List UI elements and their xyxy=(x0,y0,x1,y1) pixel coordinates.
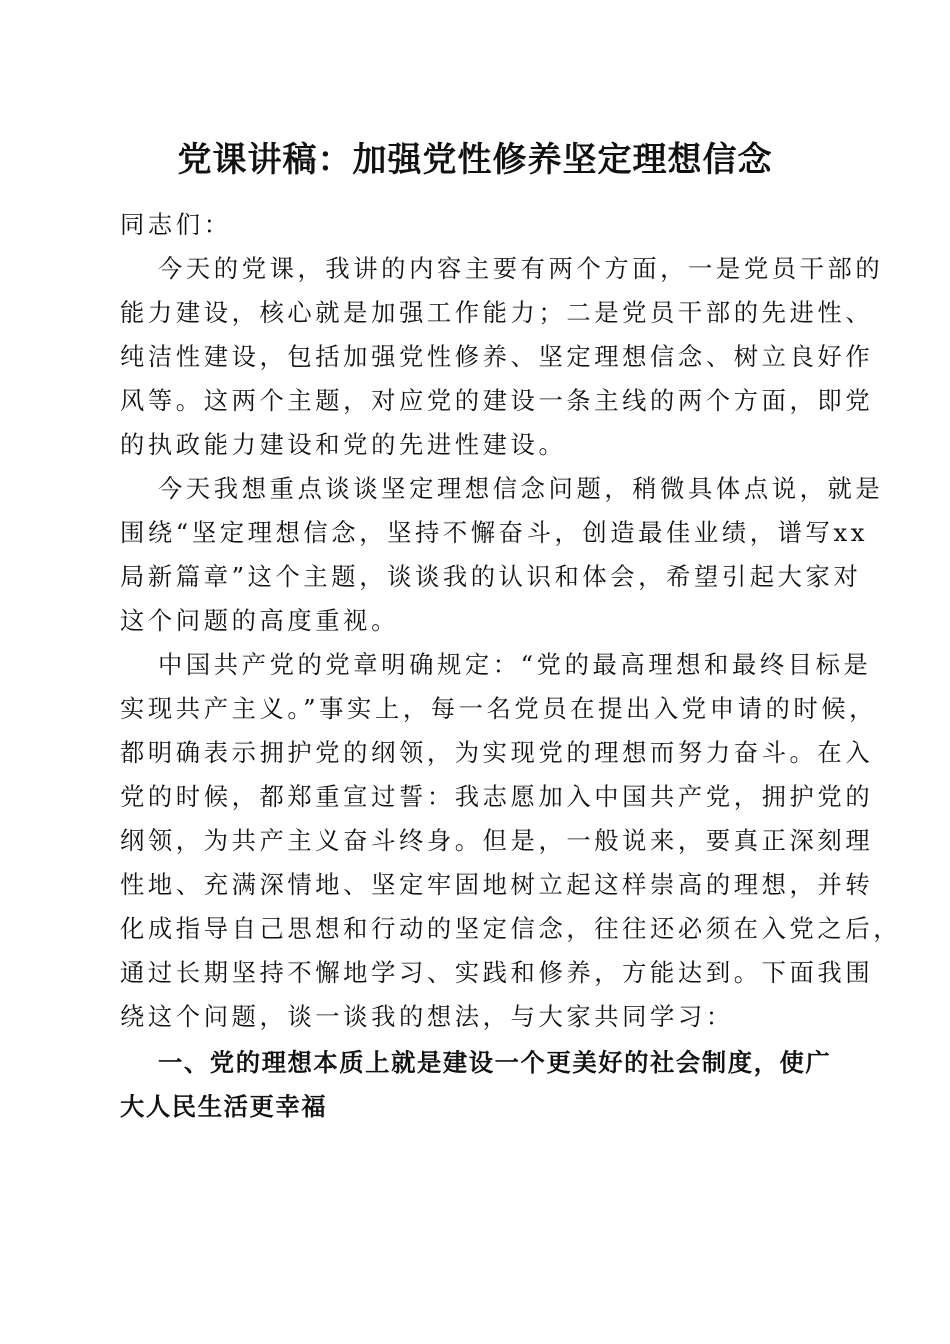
paragraph-line: 风等。这两个主题，对应党的建设一条主线的两个方面，即党 xyxy=(120,386,874,415)
paragraph-line: 今天我想重点谈谈坚定理想信念问题，稍微具体点说，就是 xyxy=(158,474,884,503)
section-heading xyxy=(120,1041,832,1129)
paragraph-3 xyxy=(120,643,902,1039)
section-heading-line: 一、党的理想本质上就是建设一个更美好的社会制度，使广 xyxy=(158,1048,832,1077)
paragraph-line: 绕这个问题，谈一谈我的想法，与大家共同学习： xyxy=(120,1002,734,1031)
paragraph-1 xyxy=(120,247,884,467)
paragraph-line: 今天的党课，我讲的内容主要有两个方面，一是党员干部的 xyxy=(158,254,884,283)
paragraph-line: 能力建设，核心就是加强工作能力；二是党员干部的先进性、 xyxy=(120,298,874,327)
paragraph-line: 中国共产党的党章明确规定：“党的最高理想和最终目标是 xyxy=(158,650,872,679)
paragraph-line: 局新篇章”这个主题，谈谈我的认识和体会，希望引起大家对 xyxy=(120,562,862,591)
paragraph-line: 的执政能力建设和党的先进性建设。 xyxy=(120,430,567,459)
paragraph-line: 围绕“坚定理想信念，坚持不懈奋斗，创造最佳业绩，谱写xx xyxy=(120,518,869,547)
paragraph-line: 这个问题的高度重视。 xyxy=(120,606,399,635)
paragraph-line: 化成指导自己思想和行动的坚定信念，往往还必须在入党之后， xyxy=(120,914,902,943)
document-title: 党课讲稿：加强党性修养坚定理想信念 xyxy=(177,140,773,180)
paragraph-line: 实现共产主义。”事实上，每一名党员在提出入党申请的时候， xyxy=(120,694,878,723)
paragraph-line: 纯洁性建设，包括加强党性修养、坚定理想信念、树立良好作 xyxy=(120,342,874,371)
paragraph-2 xyxy=(120,467,884,643)
salutation: 同志们： xyxy=(120,210,232,239)
paragraph-line: 通过长期坚持不懈地学习、实践和修养，方能达到。下面我围 xyxy=(120,958,874,987)
paragraph-line: 党的时候，都郑重宣过誓：我志愿加入中国共产党，拥护党的 xyxy=(120,782,874,811)
document-body xyxy=(120,203,902,1129)
paragraph-line: 纲领，为共产主义奋斗终身。但是，一般说来，要真正深刻理 xyxy=(120,826,874,855)
paragraph-line: 都明确表示拥护党的纲领，为实现党的理想而努力奋斗。在入 xyxy=(120,738,874,767)
paragraph-line: 性地、充满深情地、坚定牢固地树立起这样崇高的理想，并转 xyxy=(120,870,874,899)
section-heading-line: 大人民生活更幸福 xyxy=(120,1092,328,1121)
